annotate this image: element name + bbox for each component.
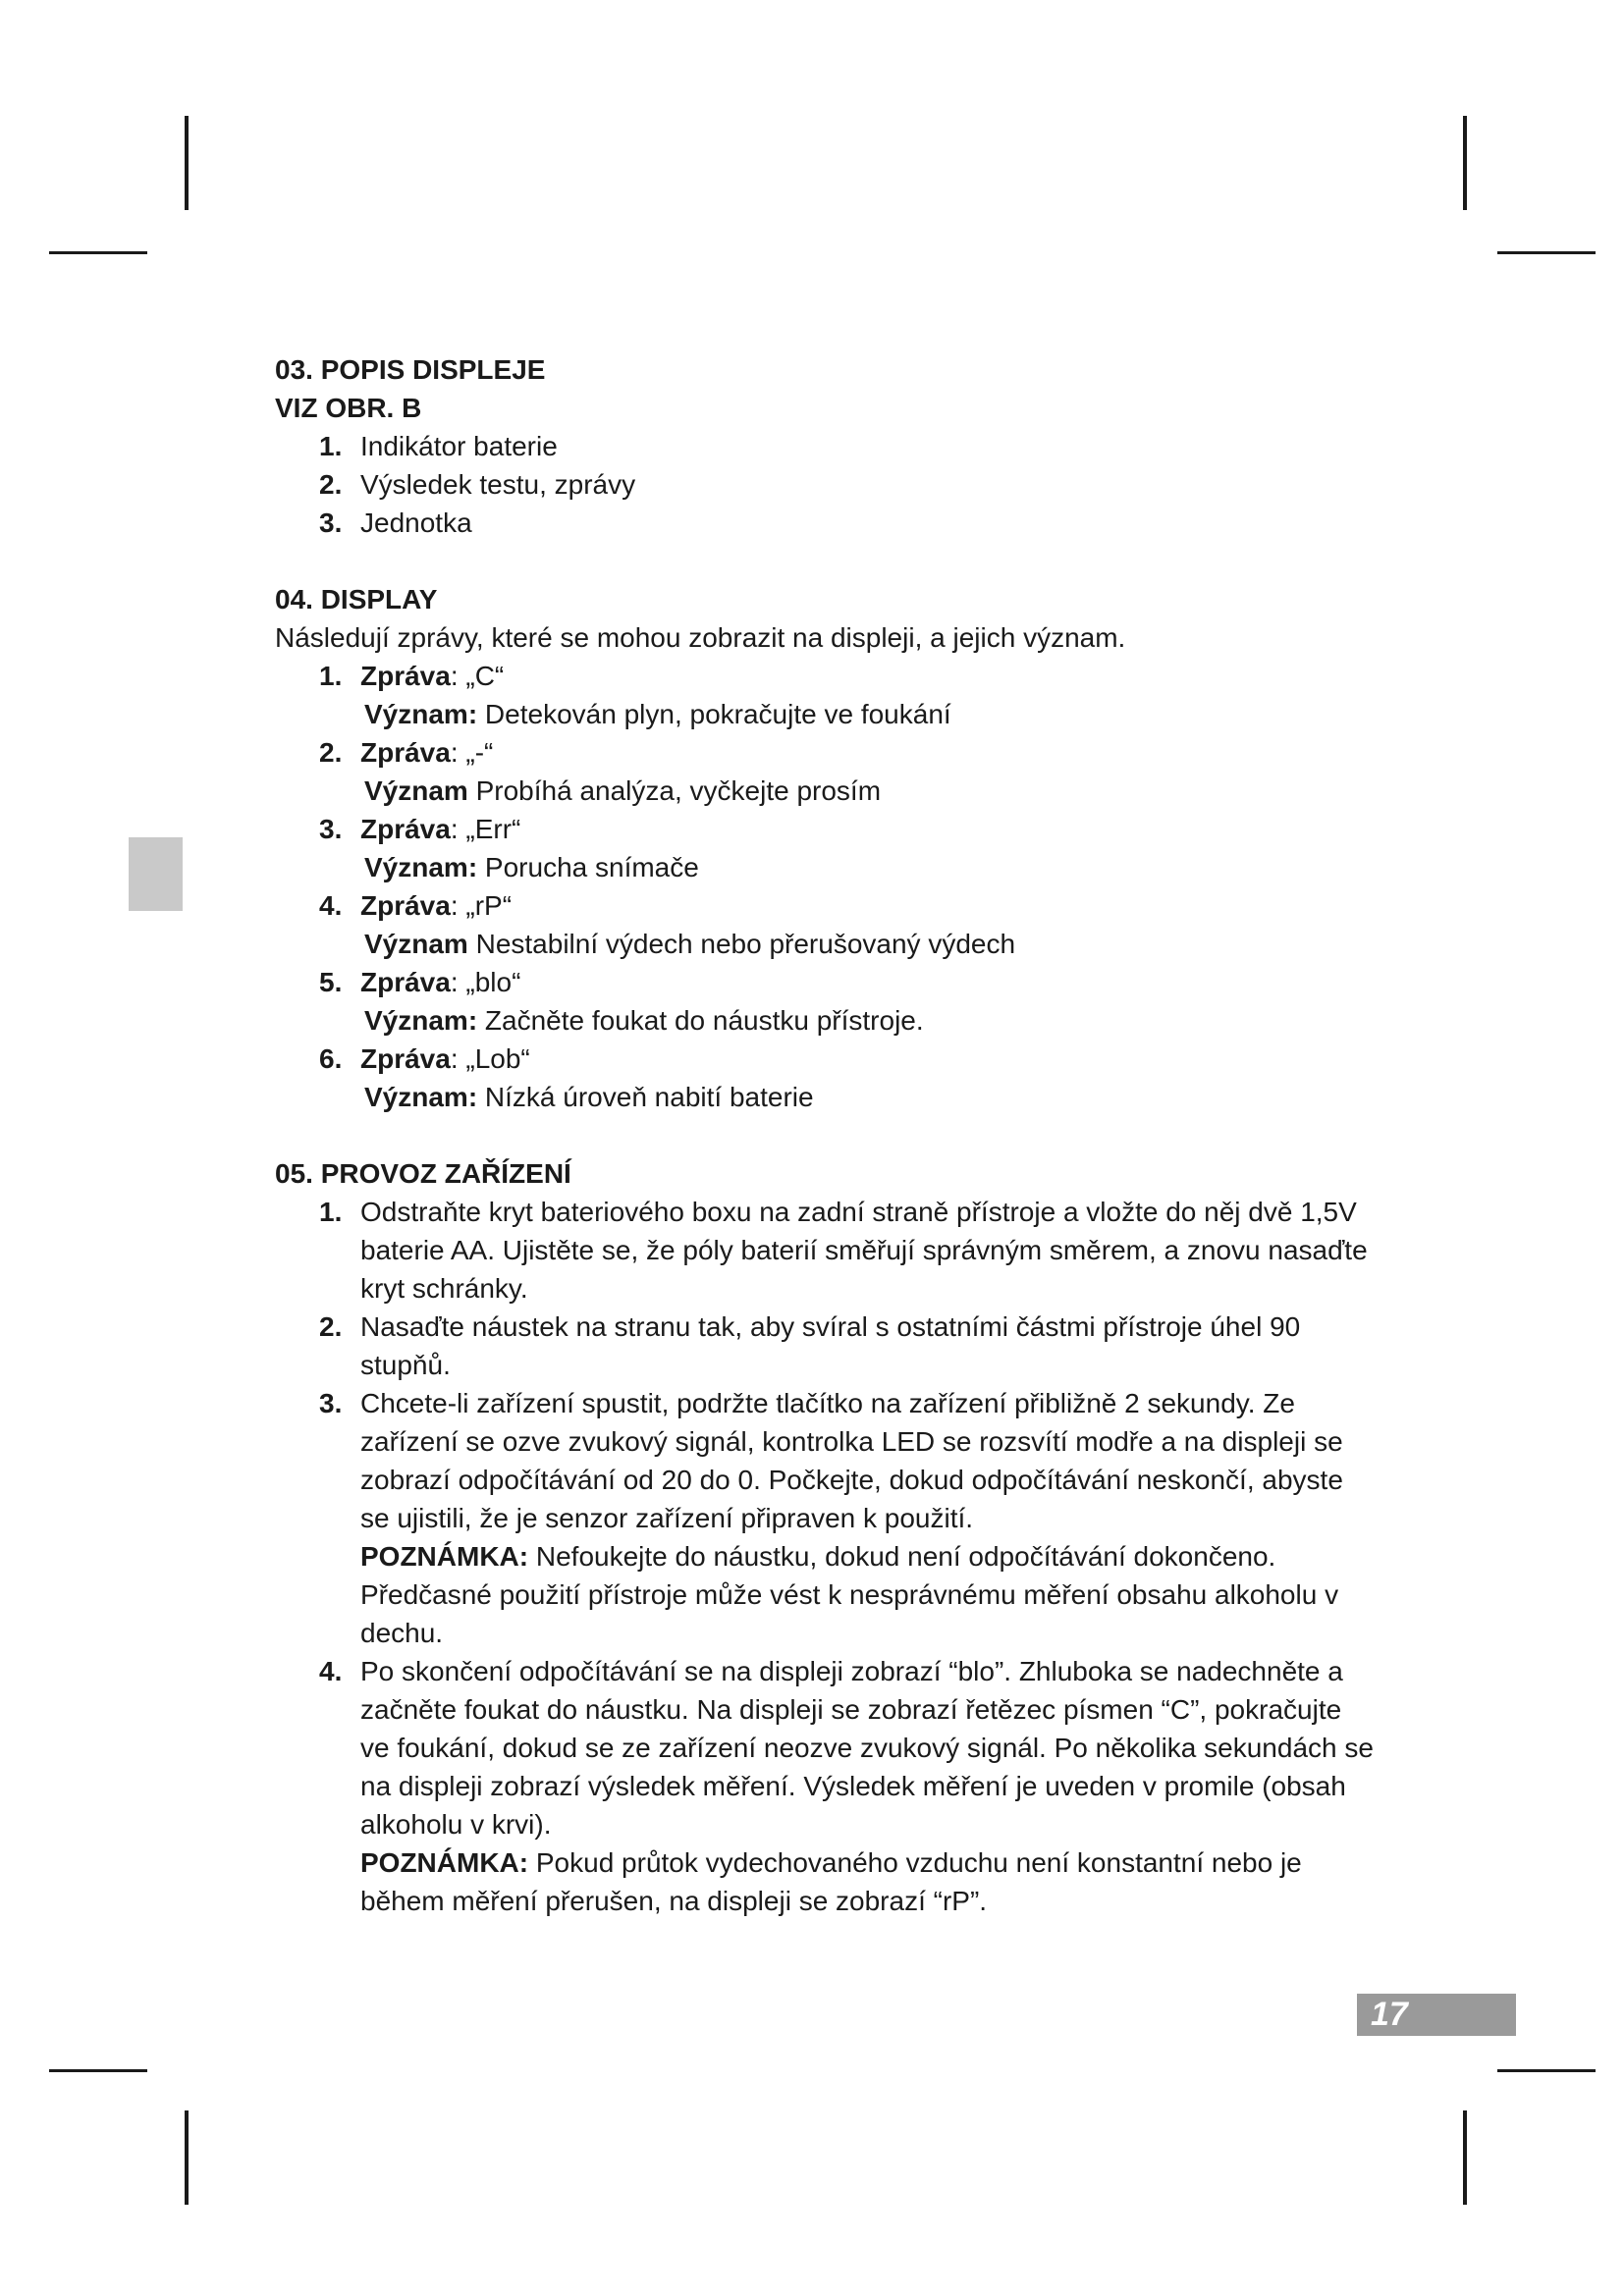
meaning-label: Význam:: [364, 1005, 478, 1036]
message-entry: [275, 733, 1375, 810]
section-heading: 04. DISPLAY: [275, 584, 438, 614]
crop-mark: [49, 251, 147, 254]
list-item: [275, 1193, 1375, 1308]
item-text: Indikátor baterie: [360, 431, 558, 461]
page-number: 17: [1357, 1994, 1516, 2036]
message-value: : „Lob“: [450, 1043, 530, 1074]
meaning-text: Nestabilní výdech nebo přerušovaný výdech: [467, 929, 1016, 959]
crop-mark: [185, 2110, 189, 2205]
meaning-text: Probíhá analýza, vyčkejte prosím: [467, 775, 882, 806]
note: [360, 1843, 1375, 1920]
message-value: : „blo“: [450, 967, 521, 997]
note-label: POZNÁMKA:: [360, 1847, 529, 1878]
meaning-label: Význam:: [364, 852, 478, 882]
message-value: : „Err“: [450, 814, 521, 844]
message-label: Zpráva: [360, 890, 451, 921]
list-item: [275, 1384, 1375, 1652]
message-label: Zpráva: [360, 661, 451, 691]
section-heading: 05. PROVOZ ZAŘÍZENÍ: [275, 1158, 571, 1189]
side-tab-marker: [129, 837, 183, 911]
item-text: Odstraňte kryt bateriového boxu na zadní straně přístroje a vložte do něj dvě 1,5V baterie AA. Ujistěte se, že póly baterií směřují správným směrem, a znovu nasaďte kryt schránky.: [360, 1197, 1368, 1304]
message-entry: [275, 1040, 1375, 1116]
meaning-label: Význam: [364, 775, 468, 806]
item-number: 4.: [319, 890, 343, 921]
message-label: Zpráva: [360, 1043, 451, 1074]
item-number: 3.: [319, 507, 343, 538]
crop-mark: [1497, 251, 1596, 254]
item-number: 3.: [319, 1388, 343, 1418]
item-text: Po skončení odpočítávání se na displeji zobrazí “blo”. Zhluboka se nadechněte a začněte foukat do náustku. Na displeji se zobrazí řetězec písmen “C”, pokračujte ve foukání, dokud se ze zařízení neozve zvukový signál. Po několika sekundách se na displeji zobrazí výsledek měření. Výsledek měření je uveden v promile (obsah alkoholu v krvi).: [360, 1656, 1374, 1840]
item-number: 2.: [319, 1311, 343, 1342]
item-number: 5.: [319, 967, 343, 997]
message-entry: [275, 963, 1375, 1040]
section-03: [275, 350, 1375, 542]
crop-mark: [1463, 2110, 1467, 2205]
meaning-label: Význam: [364, 929, 468, 959]
list-item: [275, 465, 1375, 504]
meaning-label: Význam:: [364, 1082, 478, 1112]
section-intro: Následují zprávy, které se mohou zobrazit na displeji, a jejich význam.: [275, 622, 1126, 653]
section-heading: 03. POPIS DISPLEJE: [275, 354, 546, 385]
message-label: Zpráva: [360, 967, 451, 997]
item-text: Chcete-li zařízení spustit, podržte tlačítko na zařízení přibližně 2 sekundy. Ze zařízení se ozve zvukový signál, kontrolka LED se rozsvítí modře a na displeji se zobrazí odpočítávání od 20 do 0. Počkejte, dokud odpočítávání neskončí, abyste se ujistili, že je senzor zařízení připraven k použití.: [360, 1388, 1343, 1533]
section-subheading: VIZ OBR. B: [275, 393, 422, 423]
message-value: : „rP“: [450, 890, 513, 921]
item-text: Výsledek testu, zprávy: [360, 469, 636, 500]
page-content: [275, 350, 1375, 1958]
meaning-label: Význam:: [364, 699, 478, 729]
message-value: : „C“: [450, 661, 505, 691]
message-value: : „-“: [450, 737, 494, 768]
meaning-text: Porucha snímače: [477, 852, 699, 882]
item-number: 6.: [319, 1043, 343, 1074]
section-05: [275, 1154, 1375, 1920]
crop-mark: [49, 2069, 147, 2072]
message-entry: [275, 810, 1375, 886]
list-item: [275, 427, 1375, 465]
item-text: Nasaďte náustek na stranu tak, aby svíral s ostatními částmi přístroje úhel 90 stupňů.: [360, 1311, 1301, 1380]
crop-mark: [185, 116, 189, 210]
item-number: 1.: [319, 1197, 343, 1227]
meaning-text: Nízká úroveň nabití baterie: [477, 1082, 814, 1112]
note-label: POZNÁMKA:: [360, 1541, 529, 1572]
item-number: 1.: [319, 431, 343, 461]
section-04: [275, 580, 1375, 1116]
item-text: Jednotka: [360, 507, 472, 538]
crop-mark: [1497, 2069, 1596, 2072]
crop-mark: [1463, 116, 1467, 210]
list-item: [275, 1308, 1375, 1384]
item-number: 2.: [319, 737, 343, 768]
message-entry: [275, 657, 1375, 733]
meaning-text: Začněte foukat do náustku přístroje.: [477, 1005, 924, 1036]
meaning-text: Detekován plyn, pokračujte ve foukání: [477, 699, 951, 729]
list-item: [275, 1652, 1375, 1920]
item-number: 2.: [319, 469, 343, 500]
message-label: Zpráva: [360, 737, 451, 768]
item-number: 4.: [319, 1656, 343, 1686]
message-label: Zpráva: [360, 814, 451, 844]
list-item: [275, 504, 1375, 542]
item-number: 1.: [319, 661, 343, 691]
note-text: Nefoukejte do náustku, dokud není odpočítávání dokončeno. Předčasné použití přístroje může vést k nesprávnému měření obsahu alkoholu v dechu.: [360, 1541, 1339, 1648]
message-entry: [275, 886, 1375, 963]
note: [360, 1537, 1375, 1652]
note-text: Pokud průtok vydechovaného vzduchu není konstantní nebo je během měření přerušen, na displeji se zobrazí “rP”.: [360, 1847, 1302, 1916]
item-number: 3.: [319, 814, 343, 844]
